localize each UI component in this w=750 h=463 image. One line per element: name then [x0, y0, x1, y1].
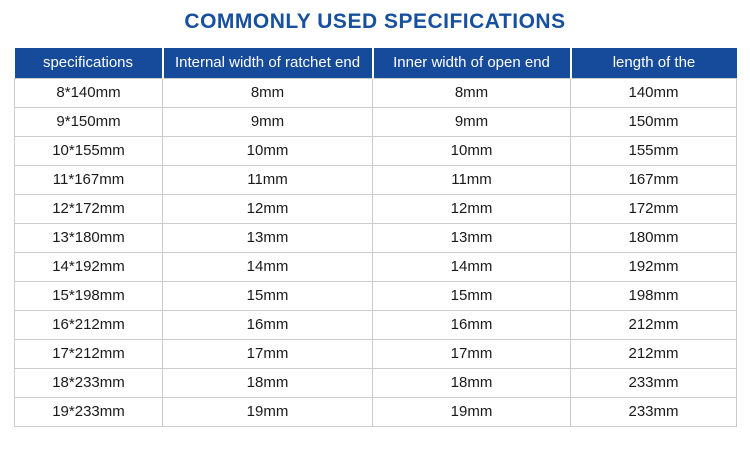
table-row: [15, 310, 737, 339]
table-cell: 198mm: [571, 281, 737, 310]
header-specifications: specifications: [15, 48, 163, 78]
table-cell: 212mm: [571, 310, 737, 339]
table-cell: 150mm: [571, 107, 737, 136]
table-cell: 18mm: [163, 368, 373, 397]
table-cell: 18mm: [373, 368, 571, 397]
header-inner-width-open-end: Inner width of open end: [373, 48, 571, 78]
table-cell: 18*233mm: [15, 368, 163, 397]
table-header-row: [15, 48, 737, 78]
table-cell: 11*167mm: [15, 165, 163, 194]
table-cell: 233mm: [571, 368, 737, 397]
table-cell: 15mm: [163, 281, 373, 310]
table-body: [15, 78, 737, 426]
table-cell: 9*150mm: [15, 107, 163, 136]
table-cell: 192mm: [571, 252, 737, 281]
header-length: length of the: [571, 48, 737, 78]
table-cell: 17mm: [373, 339, 571, 368]
table-cell: 10*155mm: [15, 136, 163, 165]
table-cell: 19*233mm: [15, 397, 163, 426]
table-row: [15, 165, 737, 194]
table-row: [15, 78, 737, 107]
table-cell: 172mm: [571, 194, 737, 223]
table-cell: 17*212mm: [15, 339, 163, 368]
table-cell: 19mm: [163, 397, 373, 426]
specifications-table: [14, 48, 737, 427]
table-cell: 13mm: [163, 223, 373, 252]
table-cell: 167mm: [571, 165, 737, 194]
table-cell: 11mm: [373, 165, 571, 194]
table-cell: 14mm: [163, 252, 373, 281]
table-row: [15, 136, 737, 165]
table-row: [15, 281, 737, 310]
table-cell: 16*212mm: [15, 310, 163, 339]
table-cell: 8*140mm: [15, 78, 163, 107]
table-cell: 9mm: [373, 107, 571, 136]
table-cell: 180mm: [571, 223, 737, 252]
table-cell: 13mm: [373, 223, 571, 252]
table-cell: 12mm: [163, 194, 373, 223]
table-cell: 10mm: [373, 136, 571, 165]
table-cell: 17mm: [163, 339, 373, 368]
table-cell: 8mm: [373, 78, 571, 107]
table-row: [15, 397, 737, 426]
header-internal-width-ratchet-end: Internal width of ratchet end: [163, 48, 373, 78]
table-cell: 9mm: [163, 107, 373, 136]
table-cell: 12*172mm: [15, 194, 163, 223]
table-row: [15, 368, 737, 397]
table-row: [15, 339, 737, 368]
table-row: [15, 194, 737, 223]
table-cell: 16mm: [163, 310, 373, 339]
table-cell: 15*198mm: [15, 281, 163, 310]
table-cell: 10mm: [163, 136, 373, 165]
page-title: COMMONLY USED SPECIFICATIONS: [184, 10, 566, 33]
table-row: [15, 252, 737, 281]
table-cell: 15mm: [373, 281, 571, 310]
table-cell: 19mm: [373, 397, 571, 426]
table-cell: 14mm: [373, 252, 571, 281]
table-cell: 11mm: [163, 165, 373, 194]
table-cell: 14*192mm: [15, 252, 163, 281]
table-row: [15, 107, 737, 136]
table-cell: 212mm: [571, 339, 737, 368]
table-cell: 140mm: [571, 78, 737, 107]
table-row: [15, 223, 737, 252]
table-cell: 8mm: [163, 78, 373, 107]
table-cell: 233mm: [571, 397, 737, 426]
table-cell: 16mm: [373, 310, 571, 339]
table-cell: 12mm: [373, 194, 571, 223]
table-cell: 13*180mm: [15, 223, 163, 252]
table-cell: 155mm: [571, 136, 737, 165]
